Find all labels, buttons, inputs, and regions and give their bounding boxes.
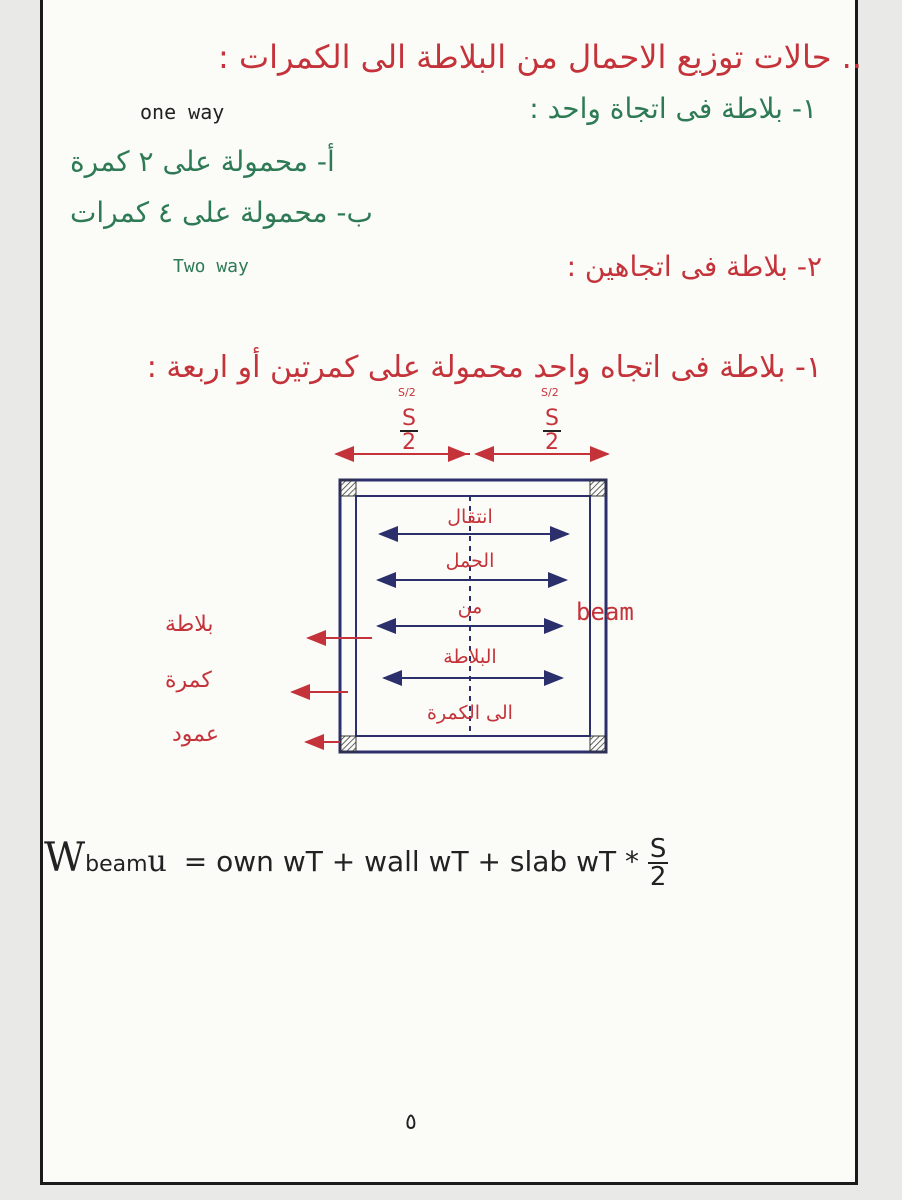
case-b-text: ب- محمولة على ٤ كمرات bbox=[70, 196, 373, 229]
formula-fraction: $\frac{S}{2}$ bbox=[649, 834, 667, 892]
section-title: ١- بلاطة فى اتجاه واحد محمولة على كمرتين أو اربعة : bbox=[146, 350, 822, 385]
formula-u: u bbox=[147, 844, 167, 879]
inner-text-5: الى الكمرة bbox=[427, 702, 513, 724]
page-title: .. حالات توزيع الاحمال من البلاطة الى الكمرات : bbox=[218, 38, 862, 76]
formula-rhs: = own wT + wall wT + slab wT * bbox=[183, 845, 639, 878]
formula-beam: beam bbox=[85, 852, 148, 877]
column-bottom-left bbox=[340, 736, 356, 752]
dim-label-left-text: S/2 bbox=[398, 386, 416, 399]
one-way-heading: ١- بلاطة فى اتجاة واحد : bbox=[529, 92, 817, 125]
column-top-right bbox=[590, 480, 606, 496]
side-leaders bbox=[292, 638, 372, 742]
two-way-label: Two way bbox=[173, 256, 249, 277]
inner-text-4: البلاطة bbox=[443, 646, 497, 668]
beam-load-formula bbox=[44, 835, 668, 890]
slab-label: بلاطة bbox=[165, 612, 214, 637]
case-a-text: أ- محمولة على ٢ كمرة bbox=[70, 145, 335, 178]
dim-label-right: $\frac{S}{2}$ bbox=[544, 406, 559, 455]
inner-text-3: من bbox=[457, 596, 483, 618]
inner-text-1: انتقال bbox=[447, 506, 493, 528]
dim-label-left: $\frac{S}{2}$ bbox=[401, 406, 416, 455]
beam-label: beam bbox=[576, 598, 634, 626]
column-top-left bbox=[340, 480, 356, 496]
beam-side-label: كمرة bbox=[165, 668, 212, 693]
dim-label-right-text: S/2 bbox=[541, 386, 559, 399]
formula-w: W bbox=[44, 835, 86, 881]
page-number: ٥ bbox=[405, 1110, 417, 1135]
inner-text-2: الحمل bbox=[445, 550, 495, 572]
column-bottom-right bbox=[590, 736, 606, 752]
two-way-heading: ٢- بلاطة فى اتجاهين : bbox=[566, 250, 822, 283]
one-way-label: one way bbox=[140, 100, 225, 124]
column-label: عمود bbox=[172, 722, 220, 747]
